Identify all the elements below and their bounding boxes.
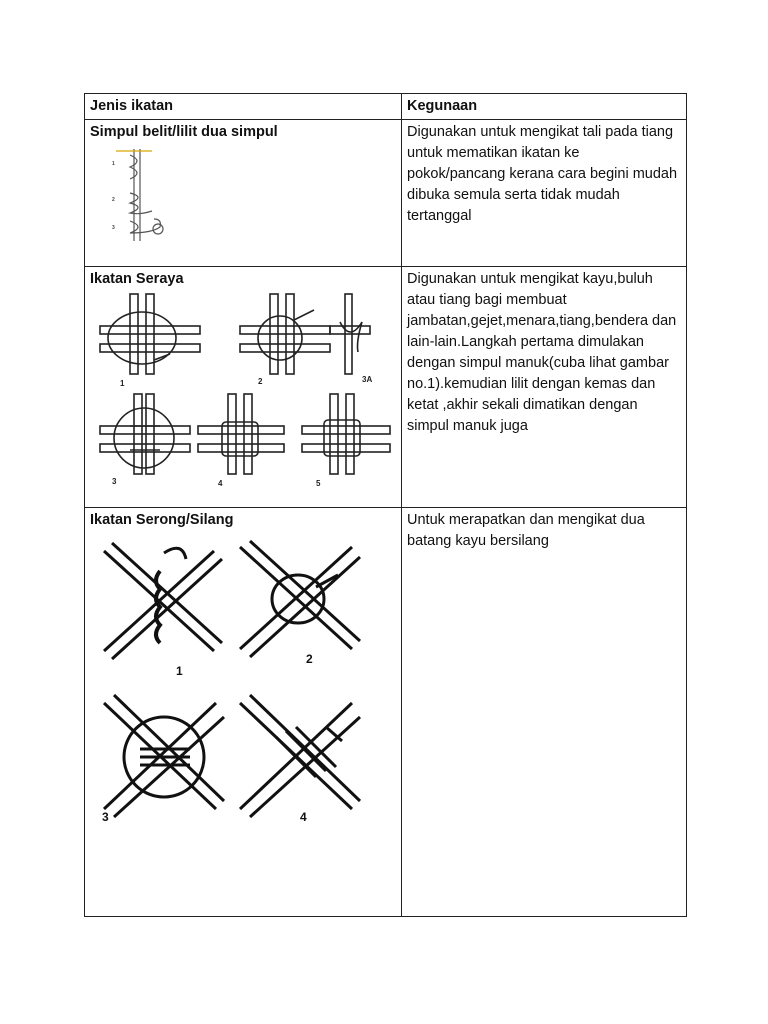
figure-label-2: 2 <box>306 652 313 666</box>
clove-hitch-illustration <box>90 143 200 243</box>
svg-text:1: 1 <box>112 161 115 167</box>
figure-label-2: 2 <box>258 377 263 386</box>
knot-name: Simpul belit/lilit dua simpul <box>90 124 278 140</box>
figure-label-1: 1 <box>120 379 125 388</box>
knot-name: Ikatan Seraya <box>90 271 184 287</box>
knot-name: Ikatan Serong/Silang <box>90 512 234 528</box>
figure-label-3: 3 <box>102 810 109 824</box>
knot-table <box>84 93 687 917</box>
knot-description: Untuk merapatkan dan mengikat dua batang kayu bersilang <box>402 508 687 917</box>
diagonal-lashing-steps-illustration <box>90 531 395 831</box>
svg-text:3: 3 <box>112 225 115 231</box>
knot-name-cell <box>85 508 402 917</box>
table-row <box>85 508 687 917</box>
square-lashing-steps-illustration <box>90 290 395 490</box>
table-row <box>85 267 687 508</box>
knot-description: Digunakan untuk mengikat tali pada tiang untuk mematikan ikatan ke pokok/pancang kerana cara begini mudah dibuka semula serta tidak mudah tertanggal <box>402 120 687 267</box>
knot-name-cell <box>85 120 402 267</box>
knot-description: Digunakan untuk mengikat kayu,buluh atau tiang bagi membuat jambatan,gejet,menara,tiang,bendera dan lain-lain.Langkah pertama dimulakan dengan simpul manuk(cuba lihat gambar no.1).kemudian lilit dengan kemas dan ketat ,akhir sekali dimatikan dengan simpul manuk juga <box>402 267 687 508</box>
figure-label-5: 5 <box>316 479 321 488</box>
figure-label-1: 1 <box>176 664 183 678</box>
header-kegunaan: Kegunaan <box>402 94 687 120</box>
svg-text:2: 2 <box>112 197 115 203</box>
figure-label-4: 4 <box>218 479 223 488</box>
figure-label-3a: 3A <box>362 375 373 384</box>
table-row <box>85 120 687 267</box>
table-header-row <box>85 94 687 120</box>
header-jenis-ikatan: Jenis ikatan <box>85 94 402 120</box>
figure-label-3: 3 <box>112 477 117 486</box>
figure-label-4: 4 <box>300 810 307 824</box>
knot-name-cell <box>85 267 402 508</box>
